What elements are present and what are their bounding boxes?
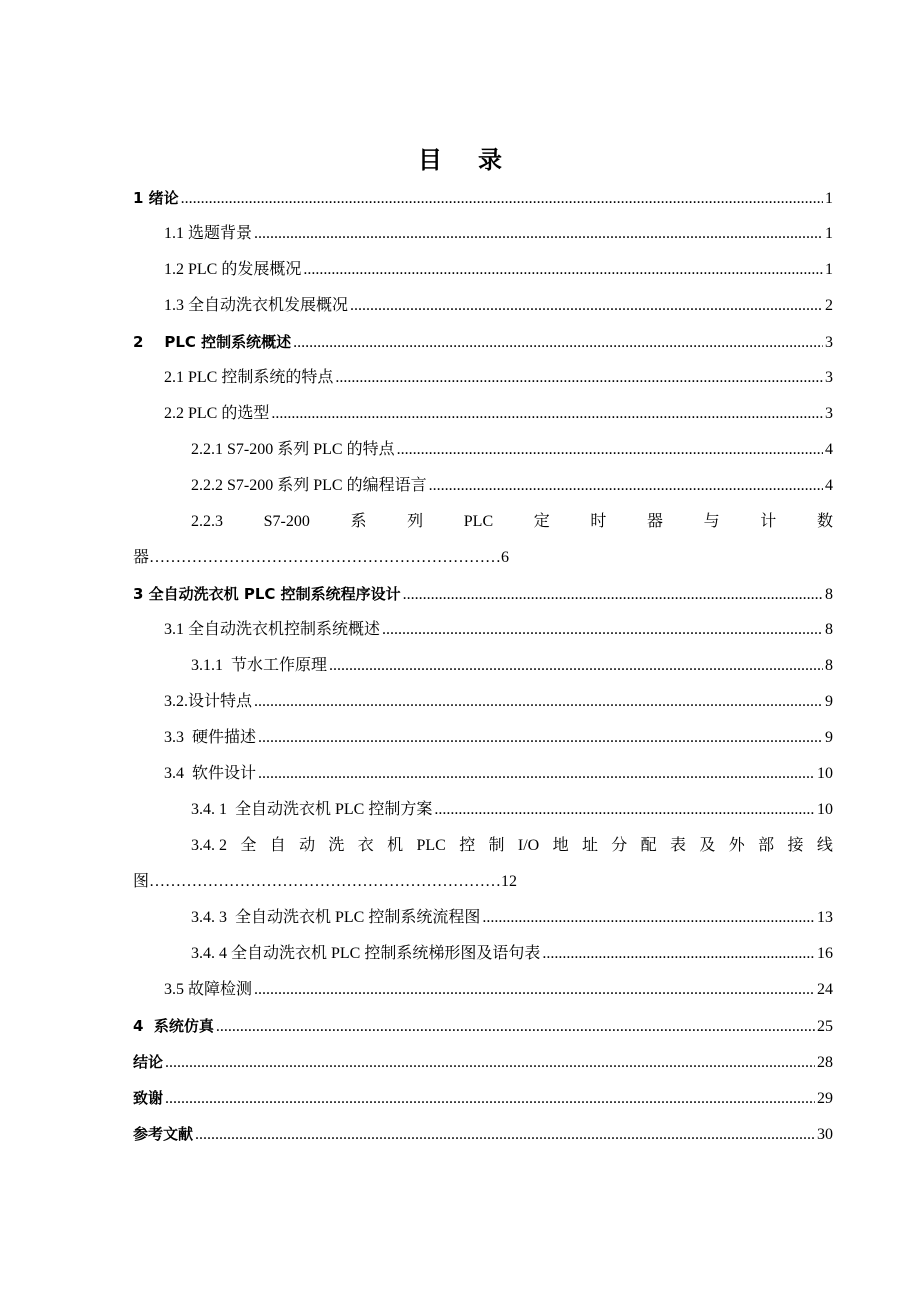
- toc-entry-2-2-3[interactable]: 2.2.3 S7-200 系 列 PLC 定 时 器 与 计 数: [191, 513, 833, 530]
- toc-entry-3-4-4[interactable]: 3.4. 4 全自动洗衣机 PLC 控制系统梯形图及语句表 ..... 16: [133, 936, 833, 972]
- toc-entry-3-4-1[interactable]: 3.4. 1 全自动洗衣机 PLC 控制方案 ..... 10: [133, 792, 833, 828]
- toc-entry-2-2-2[interactable]: 2.2.2 S7-200 系列 PLC 的编程语言 ..... 4: [133, 468, 833, 504]
- toc-entry-3-2[interactable]: 3.2.设计特点 ..... 9: [133, 684, 833, 720]
- toc-entry-3-4-3[interactable]: 3.4. 3 全自动洗衣机 PLC 控制系统流程图 ..... 13: [133, 900, 833, 936]
- toc-entry-2-2-1[interactable]: 2.2.1 S7-200 系列 PLC 的特点 ..... 4: [133, 432, 833, 468]
- toc-entry-3[interactable]: 3 全自动洗衣机 PLC 控制系统程序设计 ..... 8: [133, 576, 833, 612]
- page-title: 目 录: [418, 146, 502, 174]
- toc-entry-1-3[interactable]: 1.3 全自动洗衣机发展概况 ..... 2: [133, 288, 833, 324]
- toc-entry-acknowledgements[interactable]: 致谢 ..... 29: [133, 1080, 833, 1116]
- toc-entry-3-5[interactable]: 3.5 故障检测 ..... 24: [133, 972, 833, 1008]
- toc-entry-3-4[interactable]: 3.4 软件设计 ..... 10: [133, 756, 833, 792]
- toc-entry-3-1-1[interactable]: 3.1.1 节水工作原理 ..... 8: [133, 648, 833, 684]
- toc-entry-3-3[interactable]: 3.3 硬件描述 ..... 9: [133, 720, 833, 756]
- toc-entry-2[interactable]: 2 PLC 控制系统概述 ..... 3: [133, 324, 833, 360]
- toc-entry-references[interactable]: 参考文献 ..... 30: [133, 1116, 833, 1152]
- toc-entry-conclusion[interactable]: 结论 ..... 28: [133, 1044, 833, 1080]
- toc-entry-3-4-2[interactable]: 3.4. 2 全 自 动 洗 衣 机 PLC 控 制 I/O 地 址 分 配 表 及 外 部 接 线: [191, 837, 833, 854]
- toc-entry-2-2-3-continuation[interactable]: 器 ………………………………………………………… 6: [133, 540, 833, 576]
- toc-entry-4[interactable]: 4 系统仿真 ..... 25: [133, 1008, 833, 1044]
- toc-entry-1-1[interactable]: 1.1 选题背景 ..... 1: [133, 216, 833, 252]
- table-of-contents: [133, 180, 833, 1152]
- toc-entry-2-1[interactable]: 2.1 PLC 控制系统的特点 ..... 3: [133, 360, 833, 396]
- toc-entry-2-2[interactable]: 2.2 PLC 的选型 ..... 3: [133, 396, 833, 432]
- toc-entry-1[interactable]: 1 绪论 ..... 1: [133, 180, 833, 216]
- toc-entry-3-4-2-continuation[interactable]: 图………………………………………………………… 12: [133, 864, 833, 900]
- toc-entry-1-2[interactable]: 1.2 PLC 的发展概况 ..... 1: [133, 252, 833, 288]
- toc-entry-3-1[interactable]: 3.1 全自动洗衣机控制系统概述 ..... 8: [133, 612, 833, 648]
